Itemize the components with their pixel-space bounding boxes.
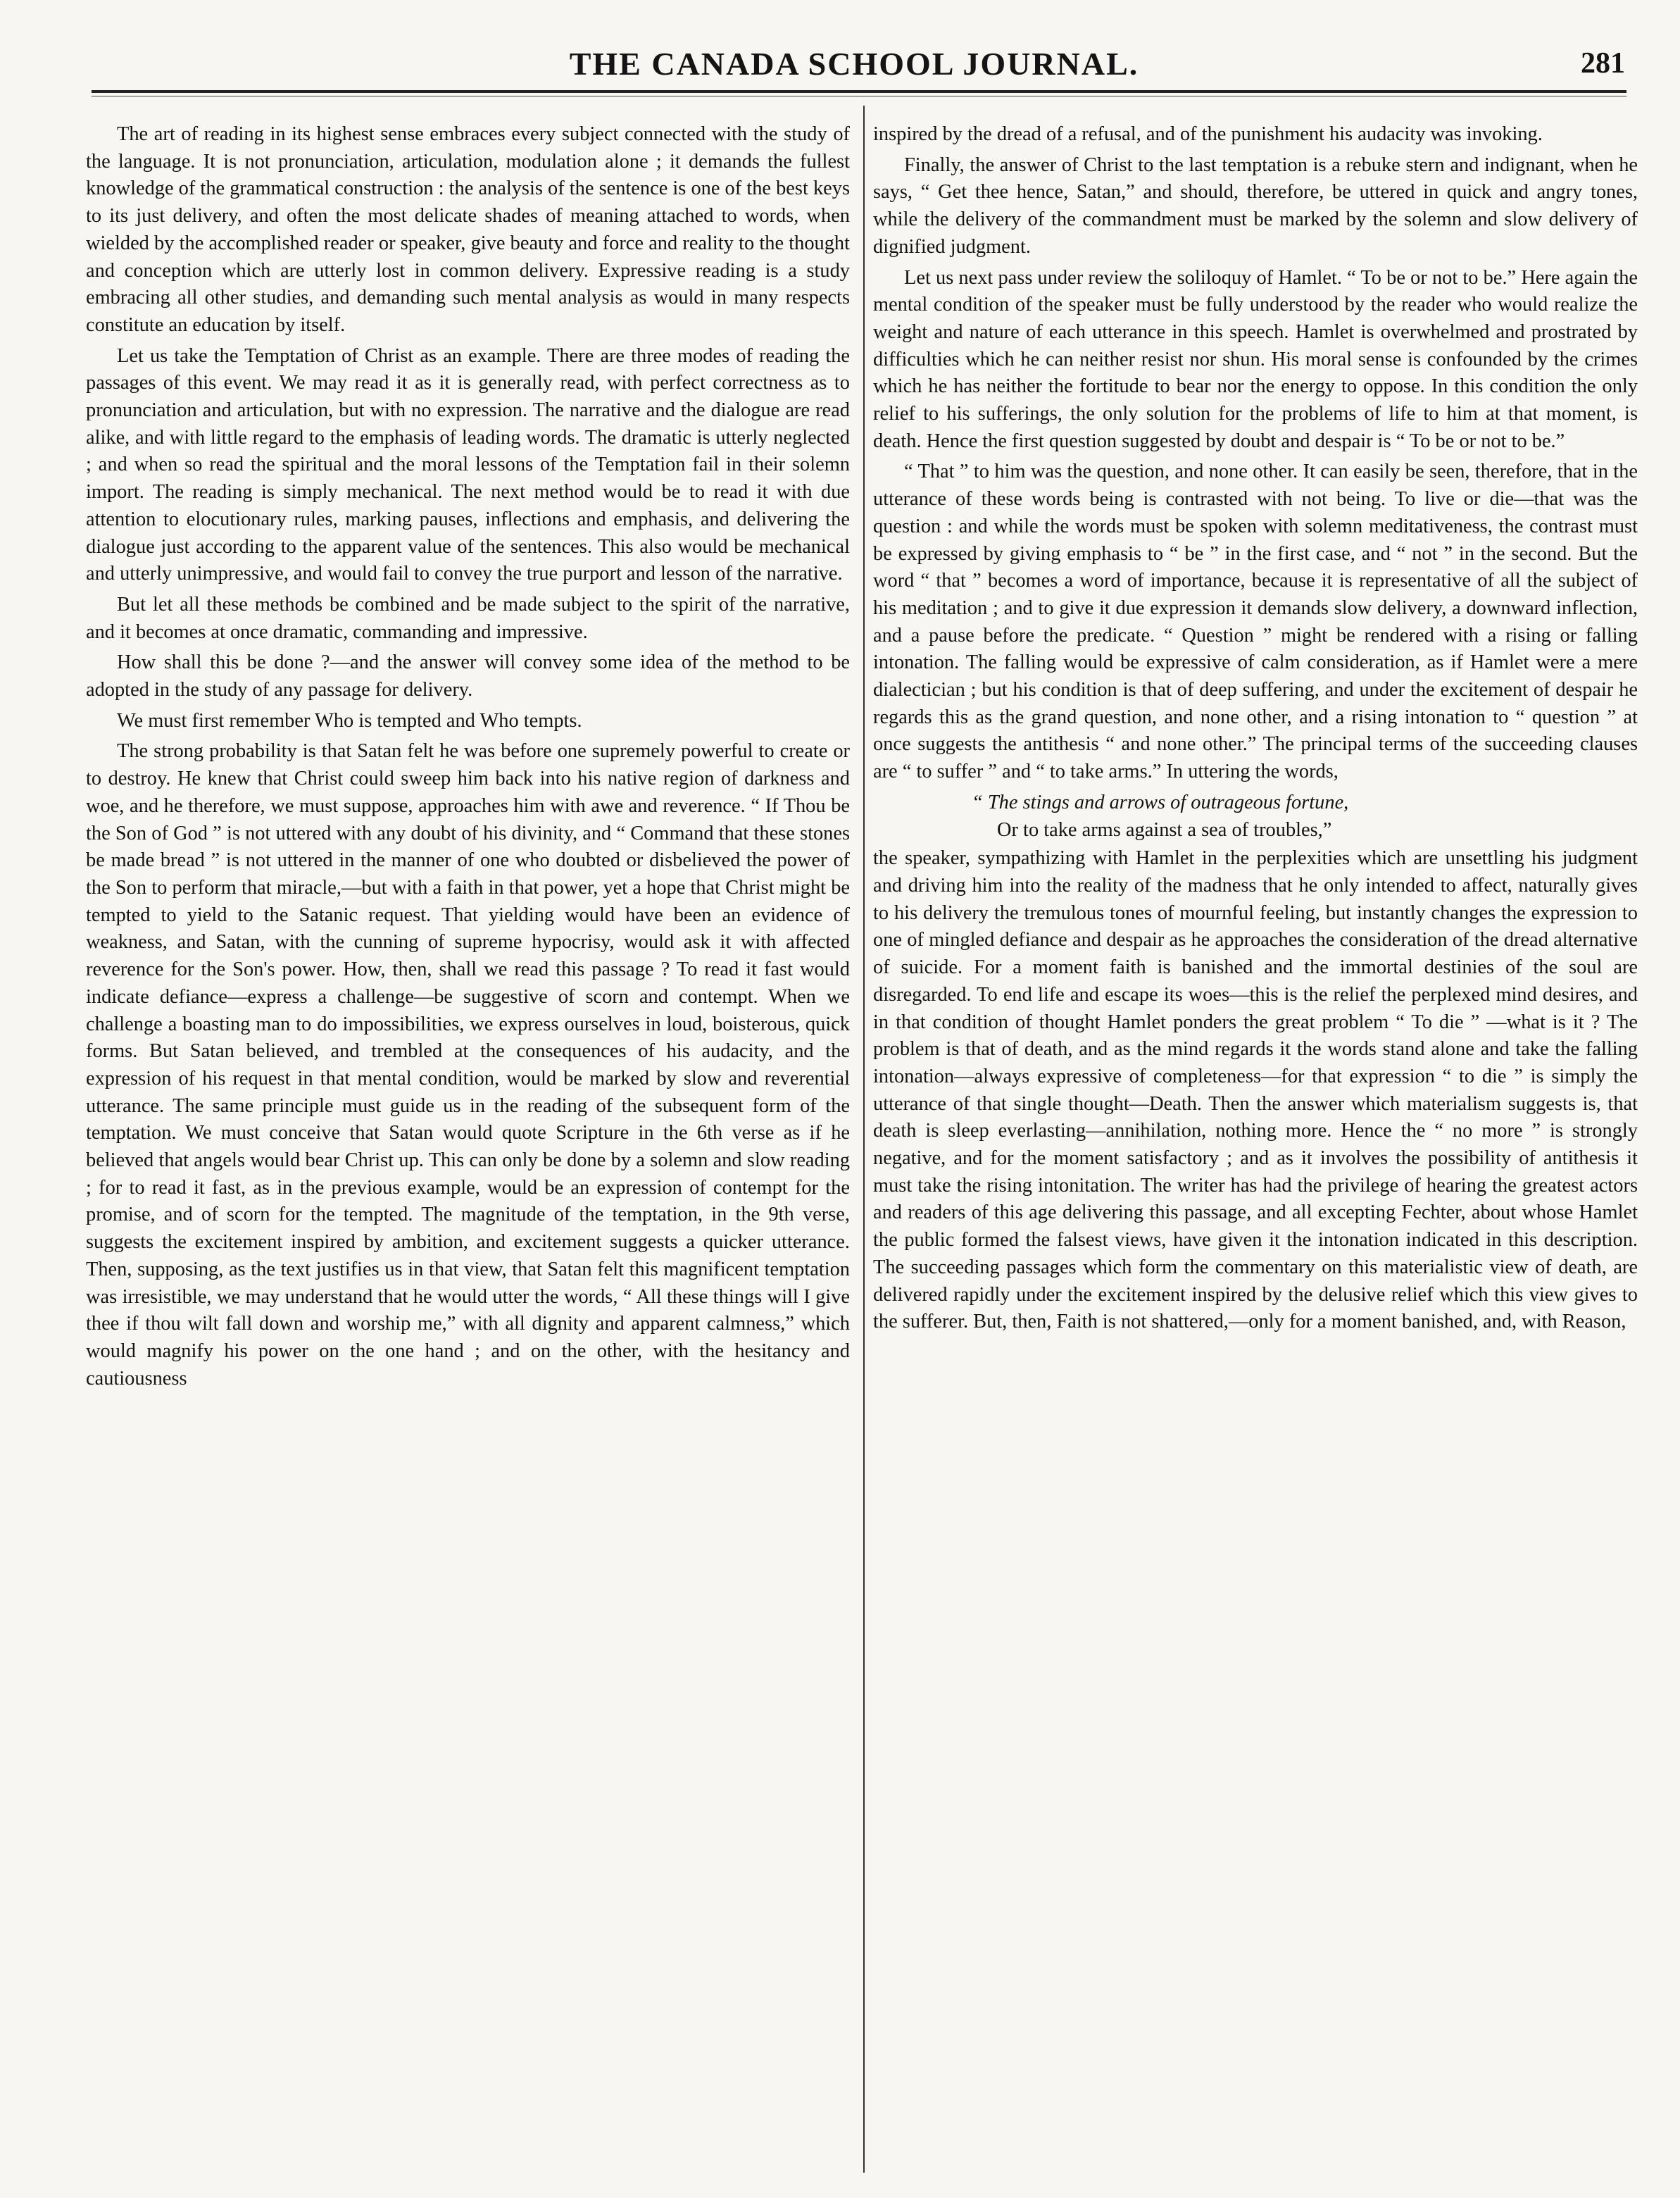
verse-quote — [873, 789, 1638, 844]
paragraph: The strong probability is that Satan felt he was before one supremely powerful to create or to destroy. He knew that Christ could sweep him back into his native region of darkness and woe, and he therefore, we must suppose, approaches him with awe and reverence. “ If Thou be the Son of God ” is not uttered with any doubt of his divinity, and “ Command that these stones be made bread ” is not uttered in the manner of one who doubted or disbelieved the power of the Son to perform that miracle,—but with a faith in that power, yet a hope that Christ might be tempted to yield to the Satanic request. That yielding would have been an evidence of weakness, and Satan, with the cunning of supreme hypocrisy, would ask it with affected reverence for the Son's power. How, then, shall we read this passage ? To read it fast would indicate defiance—express a challenge—be suggestive of scorn and contempt. When we challenge a boasting man to do impossibilities, we express ourselves in loud, boisterous, quick forms. But Satan believed, and trembled at the consequences of his audacity, and the expression of his request in that mental condition, would be marked by slow and reverential utterance. The same principle must guide us in the reading of the subsequent form of the temptation. We must conceive that Satan would quote Scripture in the 6th verse as if he believed that angels would bear Christ up. This can only be done by a solemn and slow reading ; for to read it fast, as in the previous example, would be an expression of contempt for the promise, and of scorn for the tempted. The magnitude of the temptation, in the 9th verse, suggests the excitement inspired by ambition, and excitement suggests a quicker utterance. Then, supposing, as the text justifies us in that view, that Satan felt this magnificent temptation was irresistible, we may understand that he would utter the words, “ All these things will I give thee if thou wilt fall down and worship me,” with all dignity and apparent calmness,” which would magnify his power on the one hand ; and on the other, with the hesitancy and cautiousness — [86, 740, 850, 1390]
paragraph: But let all these methods be combined and be made subject to the spirit of the narrative, and it becomes at once dramatic, commanding and impressive. — [86, 593, 850, 643]
header-rule-thick — [92, 90, 1626, 93]
left-column — [86, 121, 850, 1396]
page-number: 281 — [1581, 47, 1625, 80]
right-column — [873, 121, 1638, 1340]
paragraph: Let us take the Temptation of Christ as an example. There are three modes of reading the passages of this event. We may read it as it is generally read, with perfect correctness as to pronunciation and articulation, but with no expression. The narrative and the dialogue are read alike, and with little regard to the emphasis of leading words. The dramatic is utterly neglected ; and when so read the spiritual and the moral lessons of the Temptation fail in their solemn import. The reading is simply mechanical. The next method would be to read it with due attention to elocutionary rules, marking pauses, inflections and emphasis, and delivering the dialogue just according to the apparent value of the sentences. This also would be mechanical and utterly unimpressive, and would fail to convey the true purport and lesson of the narrative. — [86, 344, 850, 585]
paragraph: Finally, the answer of Christ to the last temptation is a rebuke stern and indignant, when he says, “ Get thee hence, Satan,” and should, therefore, be uttered in quick and angry tones, while the delivery of the commandment must be marked by the solemn and slow delivery of dignified judgment. — [873, 154, 1638, 258]
verse-line: “ The stings and arrows of outrageous fortune, — [972, 791, 1349, 813]
paragraph: We must first remember Who is tempted and Who tempts. — [117, 709, 582, 732]
verse-line: Or to take arms against a sea of troubles,” — [997, 818, 1332, 841]
paragraph: “ That ” to him was the question, and none other. It can easily be seen, therefore, that in the utterance of these words being is contrasted with not being. To live or die—that was the question : and while the words must be spoken with solemn meditativeness, the contrast must be expressed by giving emphasis to “ be ” in the first case, and “ not ” in the second. But the word “ that ” becomes a word of importance, because it is representative of all the subject of his meditation ; and to give it due expression it demands slow delivery, a downward inflection, and a pause before the predicate. “ Question ” might be rendered with a rising or falling intonation. The falling would be expressive of calm consideration, as if Hamlet were a mere dialectician ; but his condition is that of deep suffering, and under the excitement of despair he regards this as the grand question, and none other, and a rising intonation to “ question ” at once suggests the antithesis “ and none other.” The principal terms of the succeeding clauses are “ to suffer ” and “ to take arms.” In uttering the words, — [873, 461, 1638, 783]
paragraph: The art of reading in its highest sense embraces every subject connected with the study of the language. It is not pronunciation, articulation, modulation alone ; it demands the fullest knowledge of the grammatical construction : the analysis of the sentence is one of the best keys to its just delivery, and often the most delicate shades of meaning attached to words, when wielded by the accomplished reader or speaker, give beauty and force and reality to the thought and conception which are utterly lost in common delivery. Expressive reading is a study embracing all other studies, and demanding such mental analysis as would in many respects constitute an education by itself. — [86, 123, 850, 336]
paragraph: the speaker, sympathizing with Hamlet in the perplexities which are unsettling his judgment and driving him into the reality of the madness that he only intended to affect, naturally gives to his delivery the tremulous tones of mournful feeling, but instantly changes the expression to one of mingled defiance and despair as he approaches the consideration of the dread alternative of suicide. For a moment faith is banished and the immortal destinies of the soul are disregarded. To end life and escape its woes—this is the relief the perplexed mind desires, and in that condition of thought Hamlet ponders the great problem “ To die ” —what is it ? The problem is that of death, and as the mind regards it the words stand alone and take the falling intonation—always expressive of completeness—for that expression “ to die ” is simply the utterance of that single thought—Death. Then the answer which materialism suggests is, that death is sleep everlasting—annihilation, nothing more. Hence the “ no more ” is strongly negative, and for the moment satisfactory ; and as it involves the possibility of antithesis it must take the rising intonitation. The writer has had the privilege of hearing the greatest actors and readers of this age delivering this passage, and all excepting Fechter, about whose Hamlet the public formed the falsest views, have given it the intonation indicated in this description. The succeeding passages which form the commentary on this materialistic view of death, are delivered rapidly under the excitement inspired by the delusive relief which this view gives to the sufferer. But, then, Faith is not shattered,—only for a moment banished, and, with Reason, — [873, 847, 1638, 1333]
paragraph-continued: inspired by the dread of a refusal, and of the punishment his audacity was invoking. — [873, 123, 1543, 145]
paragraph: How shall this be done ?—and the answer will convey some idea of the method to be adopted in the study of any passage for delivery. — [86, 651, 850, 701]
page-header — [83, 41, 1625, 90]
column-divider — [863, 106, 865, 2173]
journal-title: THE CANADA SCHOOL JOURNAL. — [569, 46, 1139, 82]
paragraph: Let us next pass under review the soliloquy of Hamlet. “ To be or not to be.” Here again the mental condition of the speaker must be fully understood by the reader who would realize the weight and nature of each utterance in this speech. Hamlet is overwhelmed and prostrated by difficulties which he can neither resist nor shun. His moral sense is confounded by the crimes which he has neither the fortitude to bear nor the energy to oppose. In this condition the only relief to his sufferings, the only solution for the problems of life to him at that moment, is death. Hence the first question suggested by doubt and despair is “ To be or not to be.” — [873, 266, 1638, 452]
